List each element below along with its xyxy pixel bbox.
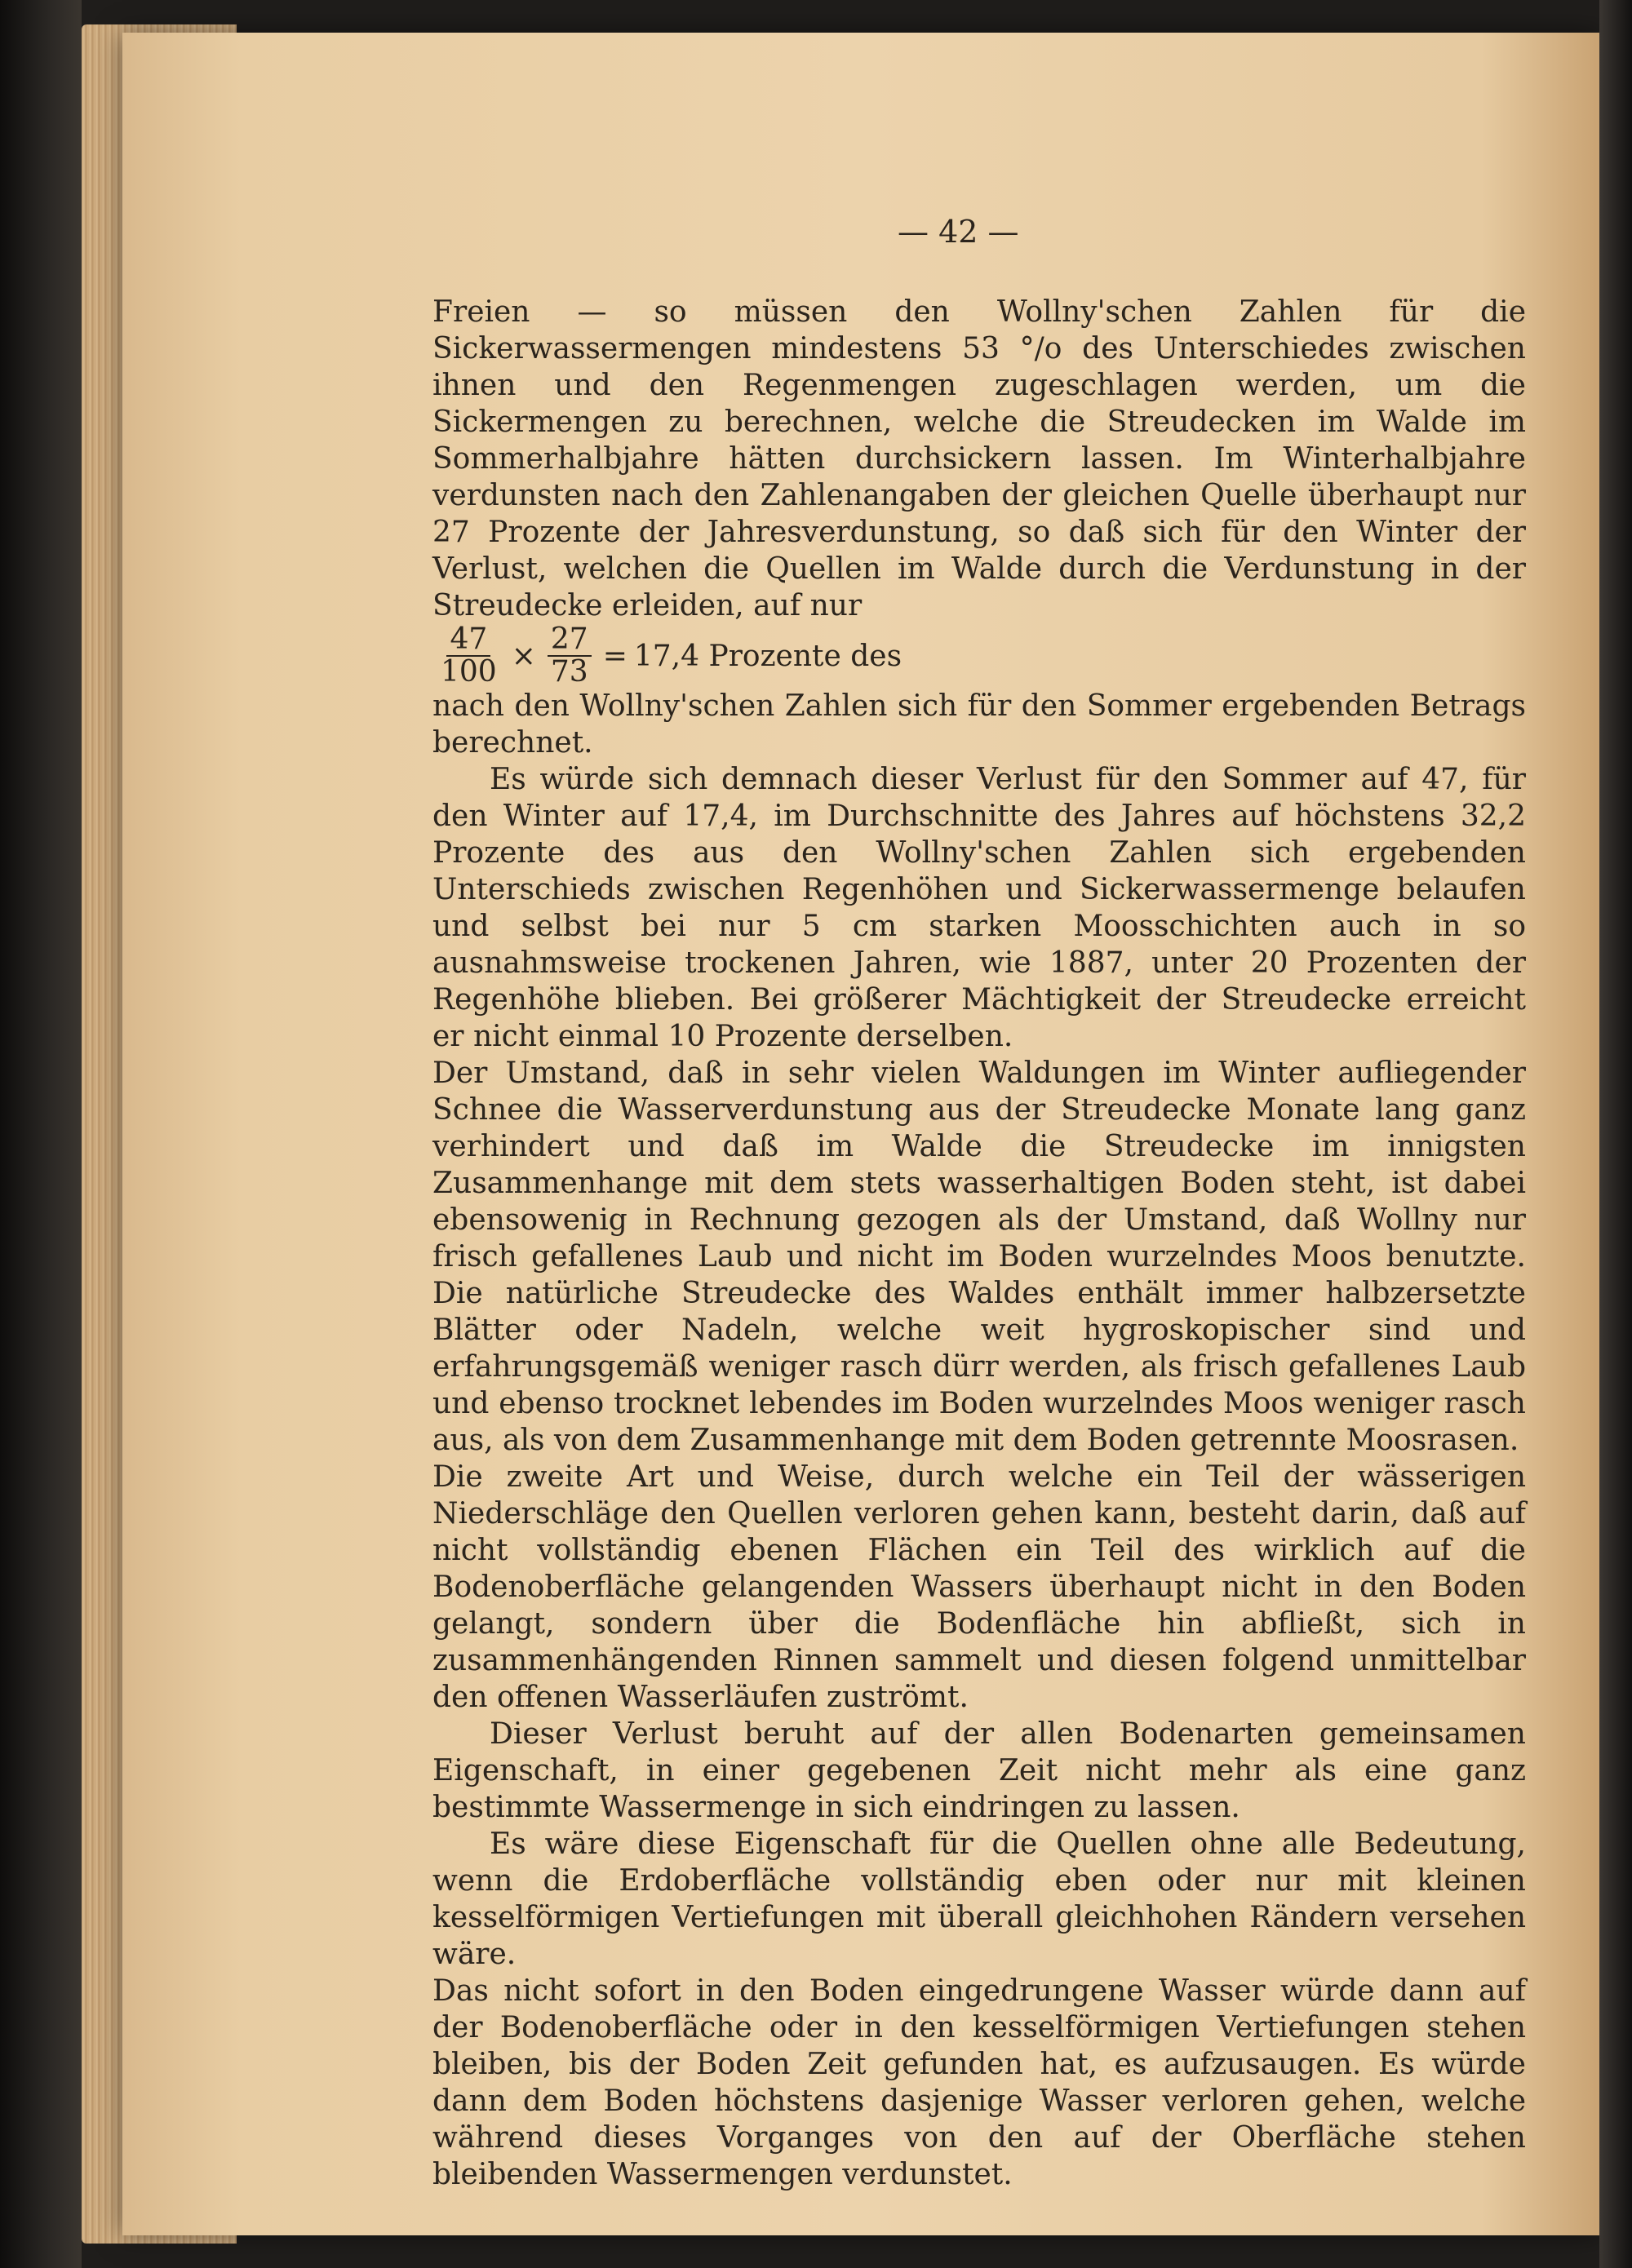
fraction-denominator: 73 <box>550 655 588 689</box>
paragraph: Es wäre diese Eigenschaft für die Quellen ohne alle Bedeutung, wenn die Erdoberfläche vollständig eben oder nur mit kleinen kesselförmigen Vertiefungen mit überall gleichhohen Rändern versehen wäre. <box>432 1827 1526 1971</box>
equals-sign: = <box>602 639 628 673</box>
paragraph: Der Umstand, daß in sehr vielen Waldungen im Winter aufliegender Schnee die Wasserverdunstung aus der Streudecke Monate lang ganz verhindert und daß im Walde die Streudecke im innigsten Zusammenhange mit dem stets wasserhaltigen Boden steht, ist dabei ebensowenig in Rechnung gezogen als der Umstand, daß Wollny nur frisch gefallenes Laub und nicht im Boden wurzelndes Moos benutzte. Die natürliche Streudecke des Waldes enthält immer halbzersetzte Blätter oder Nadeln, welche weit hygroskopischer sind und erfahrungsgemäß weniger rasch dürr werden, als frisch gefallenes Laub und ebenso trocknet lebendes im Boden wurzelndes Moos weniger rasch aus, als von dem Zusammenhange mit dem Boden getrennte Moosrasen. <box>432 1056 1526 1457</box>
fraction-denominator: 100 <box>441 655 497 689</box>
book-binding-left <box>0 0 82 2268</box>
fraction-27-73 <box>548 624 592 688</box>
book-binding-right <box>1599 0 1632 2268</box>
paragraph: Dieser Verlust beruht auf der allen Bodenarten gemeinsamen Eigenschaft, in einer gegebenen Zeit nicht mehr als eine ganz bestimmte Wassermenge in sich eindringen zu lassen. <box>432 1717 1526 1824</box>
formula-result: 17,4 Prozente des <box>633 639 902 673</box>
paragraph: Die zweite Art und Weise, durch welche ein Teil der wässerigen Niederschläge den Quellen verloren gehen kann, besteht darin, daß auf nicht vollständig ebenen Flächen ein Teil des wirklich auf die Bodenoberfläche gelangenden Wassers überhaupt nicht in den Boden gelangt, sondern über die Bodenfläche hin abfließt, sich in zusammenhängenden Rinnen sammelt und diesen folgend unmittelbar den offenen Wasserläufen zuströmt. <box>432 1460 1526 1714</box>
paragraph: nach den Wollny'schen Zahlen sich für den Sommer ergebenden Betrags berechnet. <box>432 689 1526 760</box>
paragraph: Das nicht sofort in den Boden eingedrungene Wasser würde dann auf der Bodenoberfläche oder in den kesselförmigen Vertiefungen stehen bleiben, bis der Boden Zeit gefunden hat, es aufzusaugen. Es würde dann dem Boden höchstens dasjenige Wasser verloren gehen, welche während dieses Vorganges von den auf der Oberfläche stehen bleibenden Wassermengen verdunstet. <box>432 1974 1526 2191</box>
paragraph: Es würde sich demnach dieser Verlust für den Sommer auf 47, für den Winter auf 17,4, im Durchschnitte des Jahres auf höchstens 32,2 Prozente des aus den Wollny'schen Zahlen sich ergebenden Unterschieds zwischen Regenhöhen und Sickerwassermenge belaufen und selbst bei nur 5 cm starken Moosschichten auch in so ausnahmsweise trockenen Jahren, wie 1887, unter 20 Prozenten der Regenhöhe blieben. Bei größerer Mächtigkeit der Streudecke erreicht er nicht einmal 10 Prozente derselben. <box>432 763 1526 1053</box>
formula-line <box>432 624 1526 688</box>
body-text <box>432 294 1526 2193</box>
fraction-numerator: 27 <box>548 624 592 657</box>
page-number: — 42 — <box>898 214 1019 250</box>
fraction-numerator: 47 <box>446 624 490 657</box>
fraction-47-100 <box>437 624 500 688</box>
paragraph: Freien — so müssen den Wollny'schen Zahlen für die Sickerwassermengen mindestens 53 °/o des Unterschiedes zwischen ihnen und den Regenmengen zugeschlagen werden, um die Sickermengen zu berechnen, welche die Streudecken im Walde im Sommerhalbjahre hätten durchsickern lassen. Im Winterhalbjahre verdunsten nach den Zahlenangaben der gleichen Quelle überhaupt nur 27 Prozente der Jahresverdunstung, so daß sich für den Winter der Verlust, welchen die Quellen im Walde durch die Verdunstung in der Streudecke erleiden, auf nur <box>432 295 1526 622</box>
times-sign: × <box>511 639 536 673</box>
